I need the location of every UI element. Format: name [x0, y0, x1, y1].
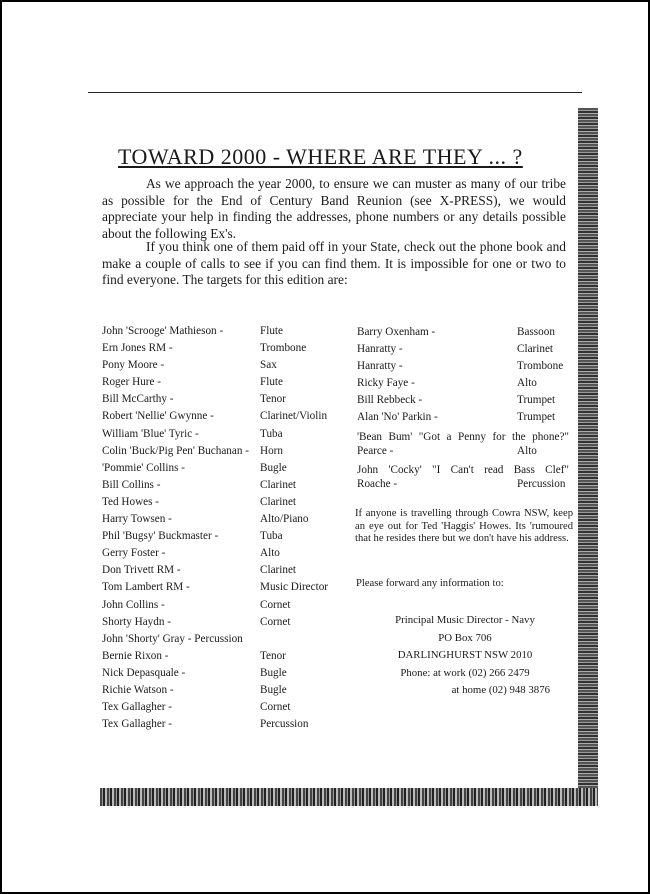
member-name: Bill Collins -	[102, 478, 161, 491]
member-instrument: Sax	[260, 359, 277, 372]
member-instrument: Clarinet/Violin	[260, 410, 328, 423]
list-item	[357, 427, 569, 460]
member-name: Bill McCarthy -	[102, 393, 174, 406]
member-name: Roger Hure -	[102, 376, 162, 389]
member-name: Robert 'Nellie' Gwynne -	[102, 410, 214, 423]
member-name: Ricky Faye -	[357, 377, 415, 390]
member-name: Pony Moore -	[102, 359, 165, 372]
list-item	[102, 426, 342, 443]
member-instrument: Trombone	[260, 342, 307, 355]
member-instrument: Tenor	[260, 393, 286, 406]
list-item	[102, 648, 342, 665]
list-item	[102, 682, 342, 699]
member-instrument: Horn	[260, 444, 283, 457]
phone-work: Phone: at work (02) 266 2479	[400, 666, 530, 679]
member-name: Bill Rebbeck -	[357, 394, 423, 407]
member-name: William 'Blue' Tyric -	[102, 427, 199, 440]
member-name: Nick Depasquale -	[102, 666, 186, 679]
forward-instruction: Please forward any information to:	[356, 578, 504, 589]
list-item	[357, 324, 569, 341]
cowra-note: If anyone is travelling through Cowra NSW, keep an eye out for Ted 'Haggis' Howes. Its 'rumoured that he resides there but we don't have his address.	[355, 508, 573, 545]
member-name: Tom Lambert RM -	[102, 581, 190, 594]
member-name: Ted Howes -	[102, 495, 160, 508]
member-instrument: Bugle	[260, 666, 287, 679]
page-border-left	[0, 0, 2, 894]
member-name: Phil 'Bugsy' Buckmaster -	[102, 530, 219, 543]
scan-shadow-bottom	[100, 788, 598, 806]
address-line: Principal Music Director - Navy	[395, 614, 535, 626]
intro-paragraph-1: As we approach the year 2000, to ensure we can muster as many of our tribe as possible for the End of Century Band Reunion (see X-PRESS), we would appreciate your help in finding the addresses, phone numbers or any details possible about the following Ex's.	[102, 176, 566, 241]
member-instrument: Bugle	[260, 461, 287, 474]
list-item	[357, 341, 569, 358]
member-name: John Collins -	[102, 598, 165, 611]
list-item	[102, 545, 342, 562]
list-item	[102, 579, 342, 596]
member-name: Ern Jones RM -	[102, 342, 173, 355]
member-name: Colin 'Buck/Pig Pen' Buchanan -	[102, 444, 249, 457]
member-instrument: Percussion	[260, 718, 309, 731]
member-instrument: Flute	[260, 325, 283, 337]
list-item	[102, 511, 342, 528]
list-item	[357, 375, 569, 392]
member-instrument: Alto	[517, 444, 537, 457]
member-instrument: Trumpet	[517, 411, 556, 424]
list-item	[102, 699, 342, 716]
member-instrument: Trombone	[517, 360, 564, 373]
member-instrument: Flute	[260, 376, 283, 389]
member-name: Harry Towsen -	[102, 513, 172, 526]
member-name: Tex Gallagher -	[102, 701, 173, 714]
member-instrument: Cornet	[260, 615, 291, 628]
member-name: Don Trivett RM -	[102, 564, 181, 577]
member-name: Barry Oxenham -	[357, 326, 436, 338]
list-item	[102, 597, 342, 614]
page-border-top	[0, 0, 650, 2]
member-instrument: Percussion	[517, 477, 566, 490]
list-item	[102, 528, 342, 545]
list-item	[102, 443, 342, 460]
member-instrument: Bugle	[260, 683, 287, 696]
member-instrument: Tuba	[260, 427, 283, 440]
phone-home: at home (02) 948 3876	[451, 684, 550, 696]
member-name: Hanratty -	[357, 360, 403, 373]
list-item	[102, 477, 342, 494]
list-item	[102, 460, 342, 477]
list-item	[102, 631, 342, 648]
scan-shadow-right	[578, 108, 598, 798]
member-instrument: Tuba	[260, 530, 283, 543]
list-item	[357, 392, 569, 409]
list-item	[102, 562, 342, 579]
member-name: Hanratty -	[357, 343, 403, 356]
member-name: John 'Shorty' Gray - Percussion	[102, 632, 243, 645]
list-item	[102, 391, 342, 408]
list-item	[357, 358, 569, 375]
list-item	[357, 460, 569, 493]
address-line: PO Box 706	[438, 631, 492, 644]
list-item	[102, 357, 342, 374]
list-item	[102, 665, 342, 682]
member-nickname-line: John 'Cocky' "I Can't read Bass Clef"	[357, 463, 569, 476]
contact-address	[380, 612, 550, 700]
address-line: DARLINGHURST NSW 2010	[397, 649, 533, 661]
member-name: Tex Gallagher -	[102, 718, 173, 731]
member-instrument: Clarinet	[517, 343, 554, 356]
member-instrument: Trumpet	[517, 394, 556, 407]
member-name: Gerry Foster -	[102, 547, 166, 560]
member-name: 'Pommie' Collins -	[102, 461, 185, 474]
member-instrument: Clarinet	[260, 564, 297, 577]
list-item	[102, 614, 342, 631]
list-item	[102, 716, 342, 733]
member-instrument: Clarinet	[260, 495, 297, 508]
member-instrument: Music Director	[260, 581, 329, 594]
member-instrument: Tenor	[260, 649, 286, 662]
member-instrument: Alto	[260, 547, 280, 560]
member-instrument: Cornet	[260, 701, 291, 714]
intro-paragraph-2: If you think one of them paid off in your State, check out the phone book and make a couple of calls to see if you can find them. It is impossible for one or two to find everyone. The targets for this edition are:	[102, 239, 566, 287]
member-name: Richie Watson -	[102, 683, 174, 696]
member-instrument: Bassoon	[517, 326, 555, 338]
member-instrument: Alto	[517, 377, 537, 390]
page-title: TOWARD 2000 - WHERE ARE THEY ... ?	[118, 144, 523, 169]
right-member-list	[357, 324, 569, 493]
list-item	[102, 323, 342, 340]
member-name: Pearce -	[357, 444, 394, 457]
member-name: Shorty Haydn -	[102, 615, 171, 628]
member-name: Roache -	[357, 477, 398, 490]
list-item	[102, 494, 342, 511]
list-item	[102, 340, 342, 357]
top-rule	[88, 92, 582, 93]
list-item	[102, 374, 342, 391]
member-name: Bernie Rixon -	[102, 649, 169, 662]
member-instrument: Clarinet	[260, 478, 297, 491]
member-instrument: Alto/Piano	[260, 513, 309, 526]
list-item	[357, 409, 569, 426]
left-member-list	[102, 323, 342, 733]
member-name: Alan 'No' Parkin -	[357, 411, 438, 424]
member-nickname-line: 'Bean Bum' "Got a Penny for the phone?"	[357, 430, 569, 443]
member-instrument: Cornet	[260, 598, 291, 611]
member-name: John 'Scrooge' Mathieson -	[102, 325, 224, 337]
list-item	[102, 408, 342, 425]
